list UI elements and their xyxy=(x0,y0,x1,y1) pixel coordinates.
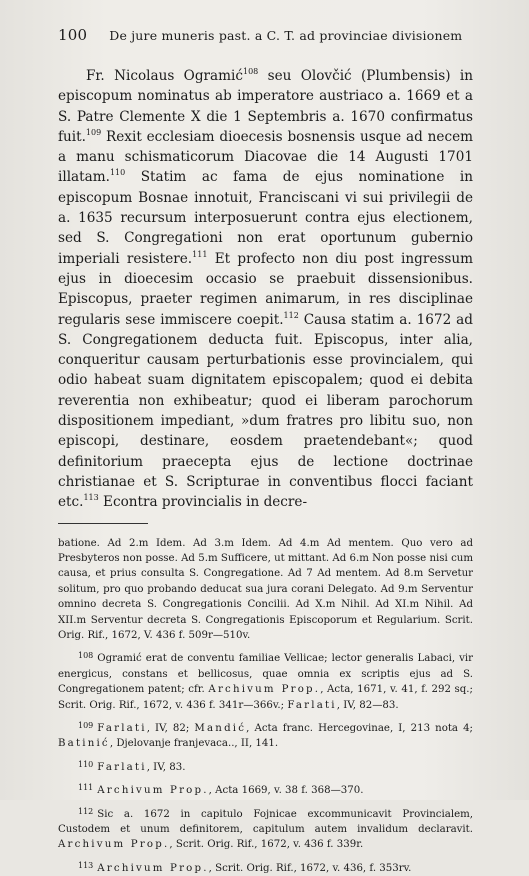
footnote-ref: 113 xyxy=(83,493,99,503)
main-text xyxy=(58,66,473,513)
cited-source: Batinić xyxy=(58,738,110,750)
footnote-ref: 110 xyxy=(109,168,126,178)
body-text-segment: Fr. Nicolaus Ogramić xyxy=(86,68,243,84)
footnote-text: Ogramić erat de conventu familiae Vellicae; lector generalis Labaci, vir energicus, constans et bellicosus, quae omnia ex scriptis ejus ad S. Congregationem patent; cfr. xyxy=(58,653,473,696)
footnote-separator xyxy=(58,523,148,524)
footnote-ref: 109 xyxy=(85,127,102,137)
body-text-segment: Rexit ecclesiam dioecesis bosnensis usque ad necem a manu schismaticorum Diacovae die 14 Augusti 1701 illatam. xyxy=(58,128,473,186)
footnote-text: , Djelovanje franjevaca.., II, 141. xyxy=(109,738,279,750)
body-text-segment: Statim ac fama de ejus nominatione in episcopum Bosnae innotuit, Franciscani vi sui privilegii de a. 1635 recursum interposuerunt contra ejus electionem, sed S. Congregationi non erat oportunum gubernio imperiali resistere. xyxy=(58,169,473,267)
cited-source: Farlati xyxy=(97,761,147,773)
footnote-108 xyxy=(58,648,473,713)
cited-source: Archivum Prop. xyxy=(97,785,209,797)
footnote-text: , Scrit. Orig. Rif., 1672, v. 436, f. 353rv. xyxy=(208,862,412,874)
footnote-number: 111 xyxy=(78,783,94,793)
running-title: De jure muneris past. a C. T. ad provinciae divisionem xyxy=(109,28,463,43)
body-paragraph xyxy=(58,66,473,513)
cited-source: Farlati xyxy=(287,699,337,711)
footnote-text: , Acta, 1671, v. 41, f. 292 sq.; Scrit. Orig. Rif., 1672, v. 436 f. 341r—366v.; xyxy=(58,684,473,711)
footnote-continuation: batione. Ad 2.m Idem. Ad 3.m Idem. Ad 4.m Ad mentem. Quo vero ad Presbyteros non posse. Ad 5.m Sufficere, ut mittant. Ad 6.m Non posse nisi cum causa, et prius consulta S. Congregatione. Ad 7 Ad mentem. Ad 8.m Servetur solitum, pro quo probando deducat sua jura corani Delegato. Ad 9.m Serventur omnino decreta S. Congregationis Concilii. Ad X.m Nihil. Ad XI.m Nihil. Ad XII.m Serventur decreta S. Congregationis Episcoporum et Regularium. Scrit. Orig. Rif., 1672, V. 436 f. 509r—510v. xyxy=(58,537,473,641)
footnote-111 xyxy=(58,780,473,798)
footnote-109 xyxy=(58,718,473,752)
body-text-segment: Econtra provincialis in decre- xyxy=(98,494,308,511)
footnote-text: , IV, 82; xyxy=(146,723,195,734)
cited-source: Archivum Prop. xyxy=(58,839,170,851)
body-text-segment: Causa statim a. 1672 ad S. Congregationem deducta fuit. Episcopus, inter alia, conqueritur causam perturbationis esse provincialem, qui odio habeat suam dignitatem episcopalem; quod ei debita reverentia non exhibeatur; quod ei liberam parochorum dispositionem impediant, »dum fratres pro libitu suo, non episcopi, destinare, eosdem praetendebant«; quod definitorium praecepta ejus de lectione doctrinae christianae et S. Scripturae in conventibus flocci faciant etc. xyxy=(58,311,473,511)
page-number: 100 xyxy=(58,26,88,44)
page-header xyxy=(58,26,473,44)
footnote-110 xyxy=(58,757,473,775)
footnote-number: 109 xyxy=(78,721,94,730)
footnote-text: , IV, 82—83. xyxy=(336,699,399,711)
footnote-number: 110 xyxy=(78,759,94,769)
cited-source: Archivum Prop. xyxy=(208,684,321,696)
footnote-text: , Scrit. Orig. Rif., 1672, v. 436 f. 339r. xyxy=(169,839,364,851)
footnote-ref: 112 xyxy=(283,310,299,320)
body-text-segment: seu Olovčić (Plumbensis) in episcopum nominatus ab imperatore austriaco a. 1669 et a S. Patre Clemente X die 1 Septembris a. 1670 confirmatus fuit. xyxy=(58,68,473,145)
cited-source: Mandić xyxy=(194,723,247,734)
footnote-text: , IV, 83. xyxy=(146,761,186,773)
footnote-text: Sic a. 1672 in capitulo Fojnicae excommunicavit Provincialem, Custodem et unum definitorem, capitulum autem invalidum declaravit. xyxy=(58,808,473,836)
footnote-number: 112 xyxy=(78,806,94,816)
footnotes-section xyxy=(58,536,473,876)
body-text-segment: Et profecto non diu post ingressum ejus in dioecesim occasio se praebuit dissensionibus. Episcopus, praeter regimen animarum, in res disciplinae regularis sese immiscere coepit. xyxy=(58,250,473,328)
footnote-number: 113 xyxy=(78,860,94,870)
footnote-113 xyxy=(58,858,473,876)
cited-source: Farlati xyxy=(97,723,147,734)
footnote-text: , Acta 1669, v. 38 f. 368—370. xyxy=(208,785,364,797)
footnote-number: 108 xyxy=(78,651,94,661)
footnote-ref: 111 xyxy=(192,249,208,259)
footnote-text: , Acta franc. Hercegovinae, I, 213 nota 4; xyxy=(246,723,473,734)
footnote-112 xyxy=(58,804,473,853)
cited-source: Archivum Prop. xyxy=(97,862,209,874)
footnote-ref: 108 xyxy=(242,67,259,76)
